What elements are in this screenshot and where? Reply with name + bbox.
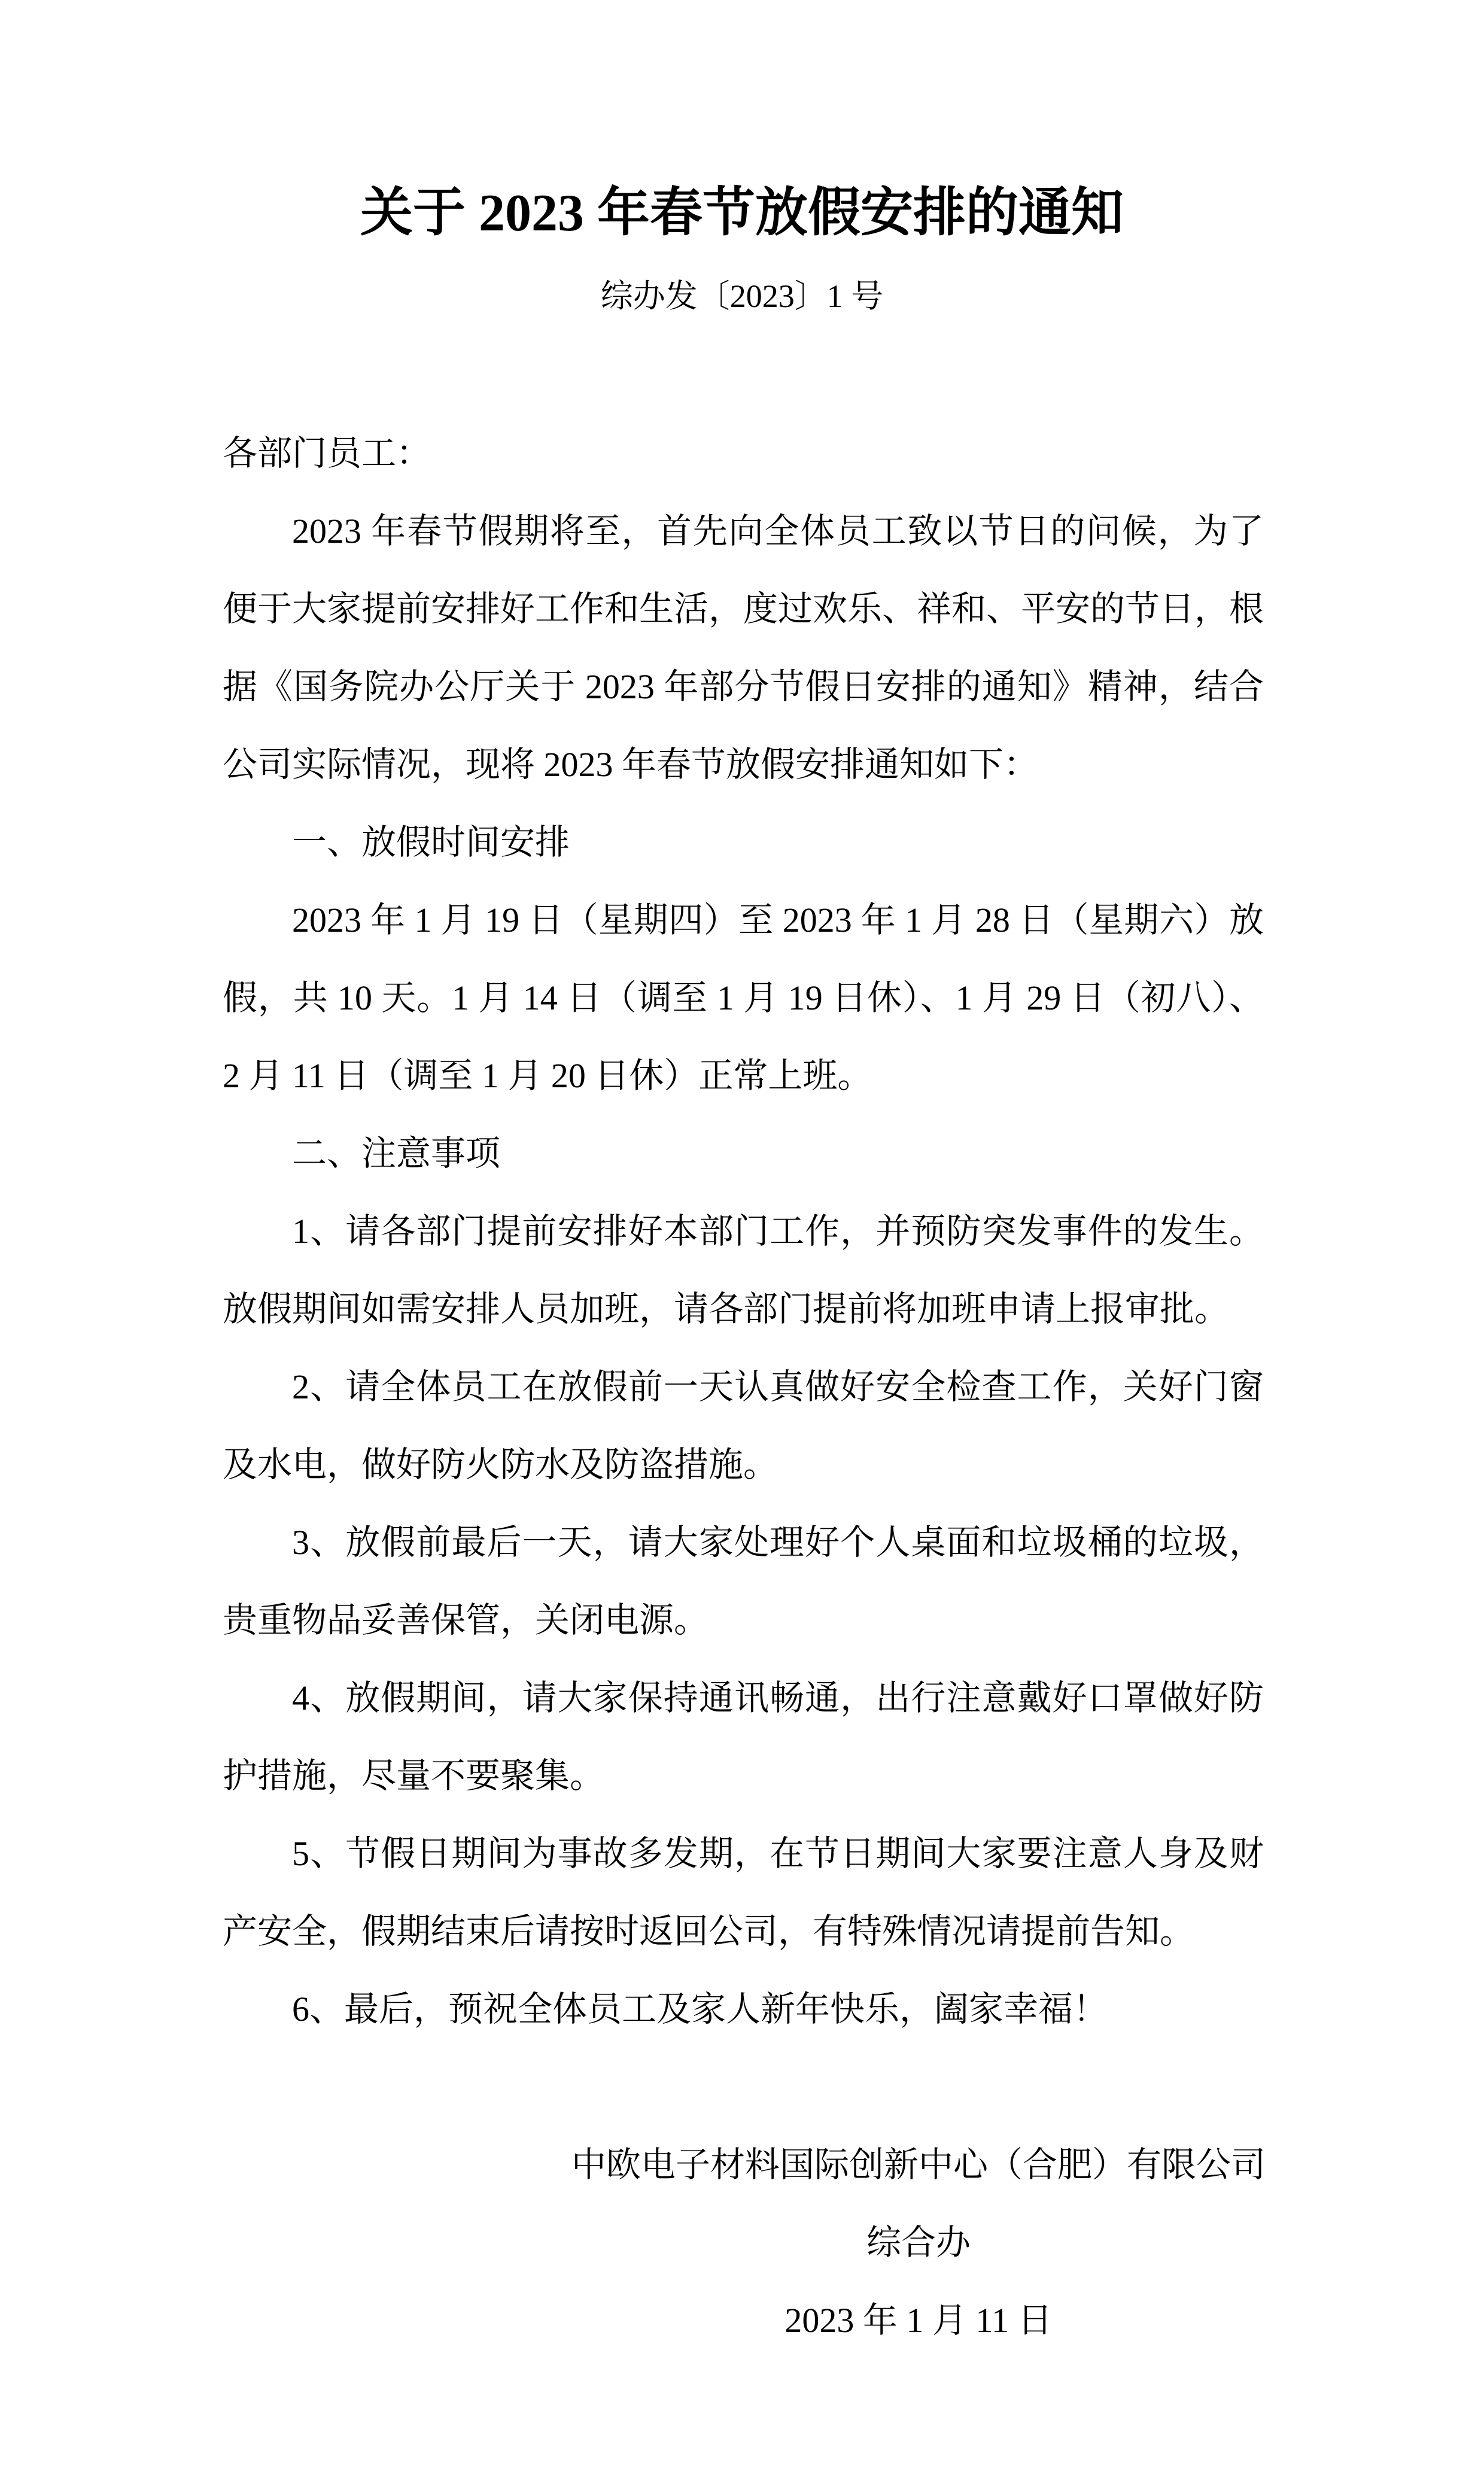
body-line: 2023 年春节假期将至，首先向全体员工致以节日的问候，为了 [292,512,1264,551]
doc-title: 关于 2023 年春节放假安排的通知 [360,184,1124,242]
doc-body [223,415,1264,2048]
signature-company: 中欧电子材料国际创新中心（合肥）有限公司 [571,2145,1266,2184]
body-line: 据《国务院办公厅关于 2023 年部分节假日安排的通知》精神，结合 [223,667,1264,706]
signature-block [539,2126,1298,2359]
body-line: 各部门员工： [223,434,431,473]
body-line: 及水电，做好防火防水及防盗措施。 [223,1445,779,1484]
body-line: 4、放假期间，请大家保持通讯畅通，出行注意戴好口罩做好防 [292,1679,1264,1717]
doc-number: 综办发〔2023〕1 号 [600,278,884,314]
body-line: 二、注意事项 [292,1134,501,1173]
body-line: 2023 年 1 月 19 日（星期四）至 2023 年 1 月 28 日（星期六）放 [292,901,1264,939]
body-line: 公司实际情况，现将 2023 年春节放假安排通知如下： [223,745,1039,784]
body-line: 假，共 10 天。1 月 14 日（调至 1 月 19 日休）、1 月 29 日（初八）、 [223,978,1264,1017]
body-line: 2、请全体员工在放假前一天认真做好安全检查工作，关好门窗 [292,1367,1264,1406]
body-line: 贵重物品妥善保管，关闭电源。 [223,1601,709,1640]
signature-department: 综合办 [866,2223,971,2262]
body-line: 5、节假日期间为事故多发期，在节日期间大家要注意人身及财 [292,1834,1264,1873]
body-line: 6、最后，预祝全体员工及家人新年快乐，阖家幸福！ [292,1990,1108,2029]
body-line: 3、放假前最后一天，请大家处理好个人桌面和垃圾桶的垃圾， [292,1523,1264,1562]
body-line: 便于大家提前安排好工作和生活，度过欢乐、祥和、平安的节日，根 [223,589,1264,628]
signature-date: 2023 年 1 月 11 日 [784,2301,1053,2340]
body-line: 一、放假时间安排 [292,823,570,862]
body-line: 2 月 11 日（调至 1 月 20 日休）正常上班。 [223,1056,872,1095]
body-line: 放假期间如需安排人员加班，请各部门提前将加班申请上报审批。 [223,1290,1230,1328]
body-line: 1、请各部门提前安排好本部门工作，并预防突发事件的发生。 [292,1212,1264,1251]
body-line: 护措施，尽量不要聚集。 [223,1756,605,1795]
body-line: 产安全，假期结束后请按时返回公司，有特殊情况请提前告知。 [223,1912,1195,1951]
